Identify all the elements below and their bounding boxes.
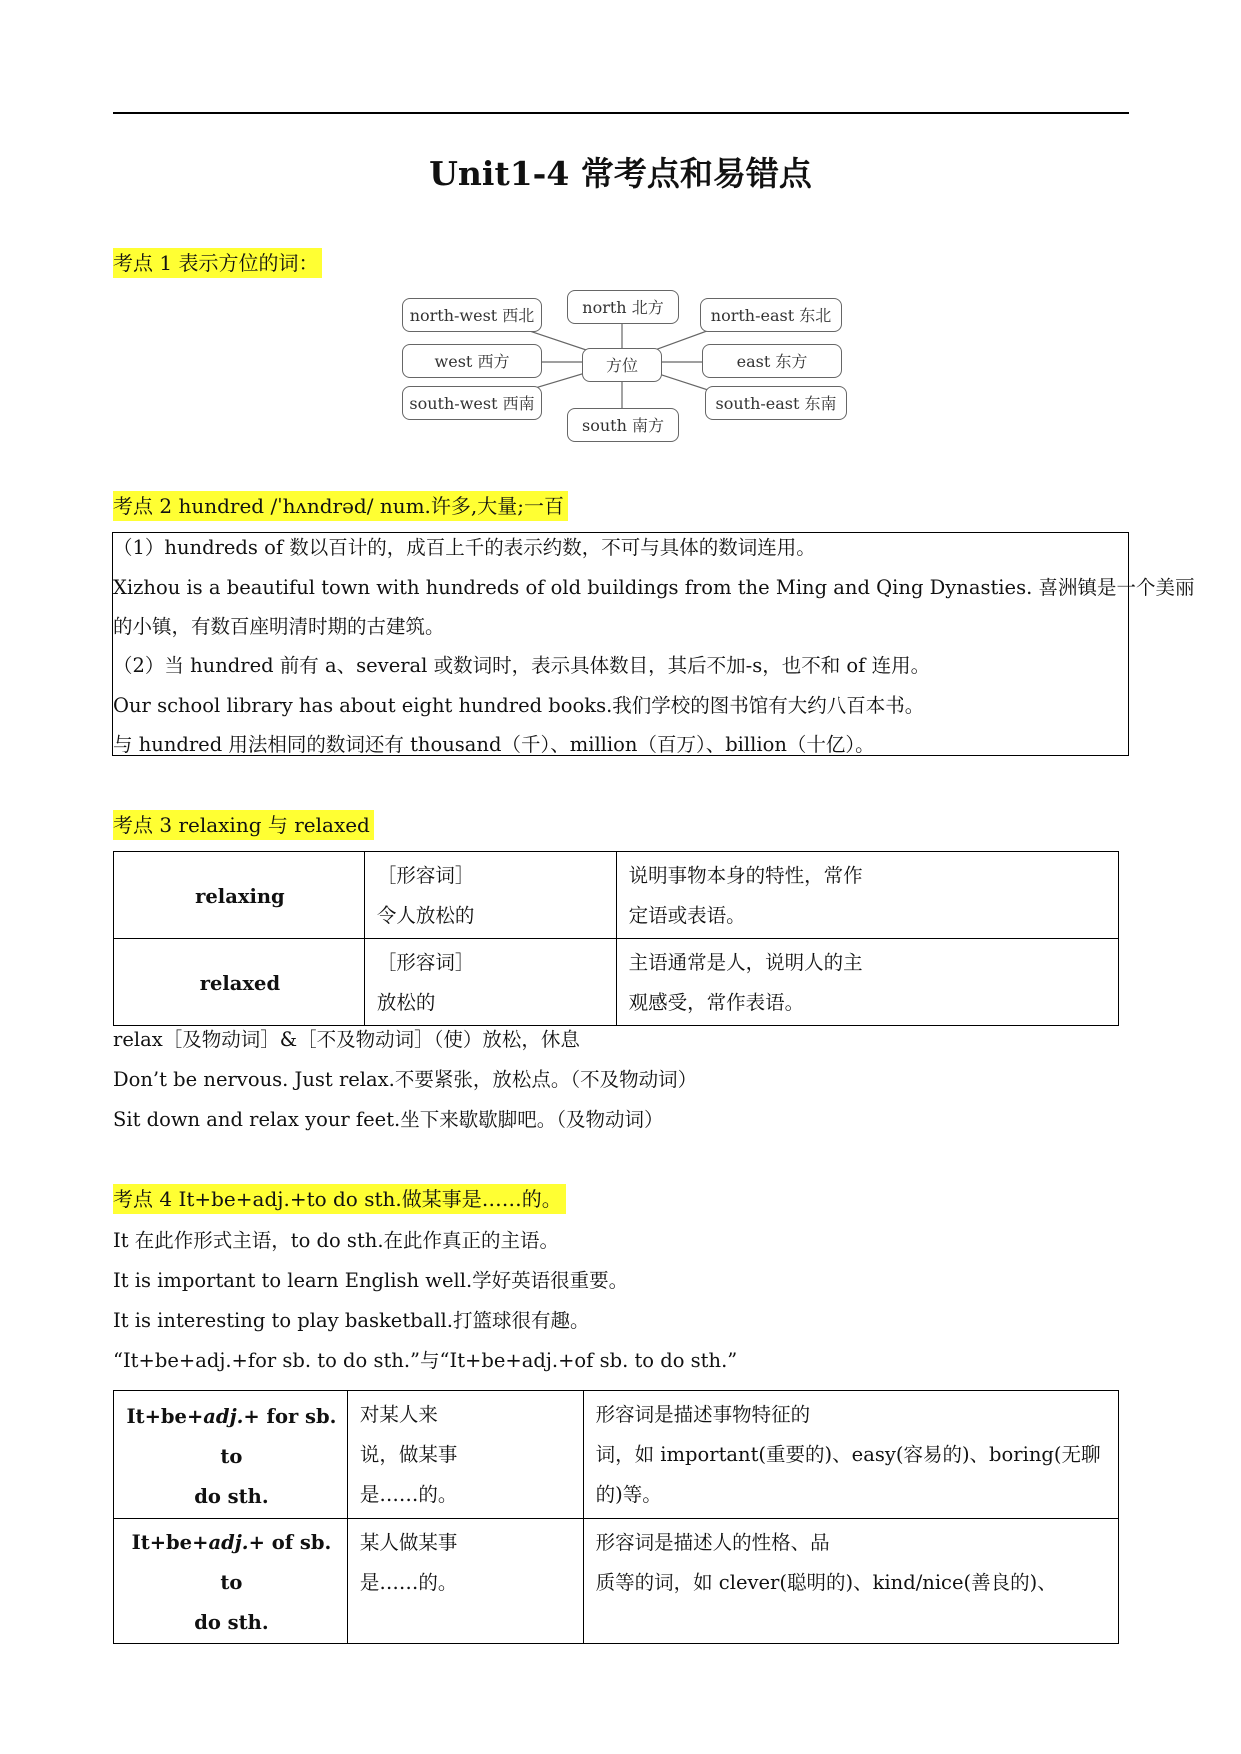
section4-line: It is interesting to play basketball.打篮球很有趣。: [113, 1309, 590, 1332]
table-row: [114, 1519, 1119, 1644]
node-south: south 南方: [567, 408, 679, 442]
section3-line: Don’t be nervous. Just relax.不要紧张，放松点。（不及物动词）: [113, 1068, 698, 1091]
pattern-text: + of sb. to: [220, 1531, 332, 1594]
note-line: 的)等。: [595, 1483, 662, 1506]
node-north: north 北方: [567, 290, 679, 324]
it-be-adj-table: [113, 1390, 1119, 1644]
node-south-east: south-east 东南: [705, 386, 847, 420]
meaning-line: 某人做某事: [359, 1531, 458, 1554]
section3-line: Sit down and relax your feet.坐下来歇歇脚吧。（及物动词）: [113, 1108, 664, 1131]
note-line: 质等的词，如 clever(聪明的)、kind/nice(善良的)、: [595, 1571, 1057, 1594]
note-cell: [583, 1391, 1118, 1519]
pos-label: ［形容词］: [376, 864, 475, 887]
pattern-text: It+be+: [126, 1404, 204, 1428]
meaning-cell: [347, 1519, 583, 1644]
note-line: 说明事物本身的特性，常作: [628, 864, 863, 887]
section2-line: （1）hundreds of 数以百计的，成百上千的表示约数，不可与具体的数词连用。: [113, 536, 816, 559]
node-north-east: north-east 东北: [700, 298, 842, 332]
note-cell: [616, 939, 1118, 1026]
pattern-text: do sth.: [194, 1484, 269, 1508]
meaning-cell: [347, 1391, 583, 1519]
section4-heading: 考点 4 It+be+adj.+to do sth.做某事是……的。: [113, 1184, 566, 1214]
section4-line: It is important to learn English well.学好英语很重要。: [113, 1269, 629, 1292]
section2-line: Xizhou is a beautiful town with hundreds of old buildings from the Ming and Qing Dynasties. 喜洲镇是一个美丽: [113, 576, 1195, 599]
node-north-west: north-west 西北: [402, 298, 542, 332]
section2-line: （2）当 hundred 前有 a、several 或数词时，表示具体数目，其后不加-s，也不和 of 连用。: [113, 654, 931, 677]
pos-cell: [364, 852, 616, 939]
page-title: Unit1-4 常考点和易错点: [429, 154, 812, 193]
meaning-line: 是……的。: [359, 1571, 458, 1594]
node-west: west 西方: [402, 344, 542, 378]
section2-line: 的小镇，有数百座明清时期的古建筑。: [113, 615, 445, 638]
meaning-label: 放松的: [376, 991, 436, 1014]
table-row: [114, 1391, 1119, 1519]
top-rule: [113, 112, 1129, 114]
pos-cell: [364, 939, 616, 1026]
relax-table: [113, 851, 1119, 1026]
section4-line: It 在此作形式主语，to do sth.在此作真正的主语。: [113, 1229, 560, 1252]
node-south-west: south-west 西南: [402, 386, 542, 420]
node-center: 方位: [582, 348, 662, 382]
meaning-line: 对某人来: [359, 1403, 438, 1426]
section2-box: [112, 532, 1195, 756]
note-line: 定语或表语。: [628, 904, 746, 927]
section2-line: 与 hundred 用法相同的数词还有 thousand（千）、million（百万）、billion（十亿）。: [113, 733, 875, 756]
meaning-line: 是……的。: [359, 1483, 458, 1506]
note-line: 词，如 important(重要的)、easy(容易的)、boring(无聊: [595, 1443, 1101, 1466]
note-line: 形容词是描述人的性格、品: [595, 1531, 830, 1554]
pattern-text: It+be+: [131, 1531, 209, 1554]
meaning-label: 令人放松的: [376, 904, 475, 927]
section4-line: “It+be+adj.+for sb. to do sth.”与“It+be+adj.+of sb. to do sth.”: [113, 1349, 738, 1372]
table-row: [114, 852, 1119, 939]
pattern-text: + for sb. to: [220, 1404, 337, 1468]
section3-heading: 考点 3 relaxing 与 relaxed: [113, 810, 374, 840]
note-line: 主语通常是人，说明人的主: [628, 951, 863, 974]
section2-heading: 考点 2 hundred /ˈhʌndrəd/ num.许多,大量;一百: [113, 491, 568, 521]
node-east: east 东方: [702, 344, 842, 378]
note-cell: [583, 1519, 1118, 1644]
section1-heading: 考点 1 表示方位的词：: [113, 248, 322, 278]
note-cell: [616, 852, 1118, 939]
note-line: 观感受，常作表语。: [628, 991, 805, 1014]
section2-line: Our school library has about eight hundred books.我们学校的图书馆有大约八百本书。: [113, 694, 925, 717]
pattern-text: do sth.: [194, 1611, 269, 1634]
section3-line: relax［及物动词］&［不及物动词］（使）放松，休息: [113, 1028, 580, 1051]
table-row: [114, 939, 1119, 1026]
pattern-cell: [114, 1391, 348, 1519]
pattern-cell: [114, 1519, 348, 1644]
pattern-adj: adj.: [208, 1531, 249, 1554]
pos-label: ［形容词］: [376, 951, 475, 974]
pattern-adj: adj.: [203, 1404, 244, 1428]
note-line: 形容词是描述事物特征的: [595, 1403, 811, 1426]
word-cell: relaxed: [114, 939, 365, 1026]
direction-diagram: [400, 290, 850, 452]
word-cell: relaxing: [114, 852, 365, 939]
meaning-line: 说，做某事: [359, 1443, 458, 1466]
